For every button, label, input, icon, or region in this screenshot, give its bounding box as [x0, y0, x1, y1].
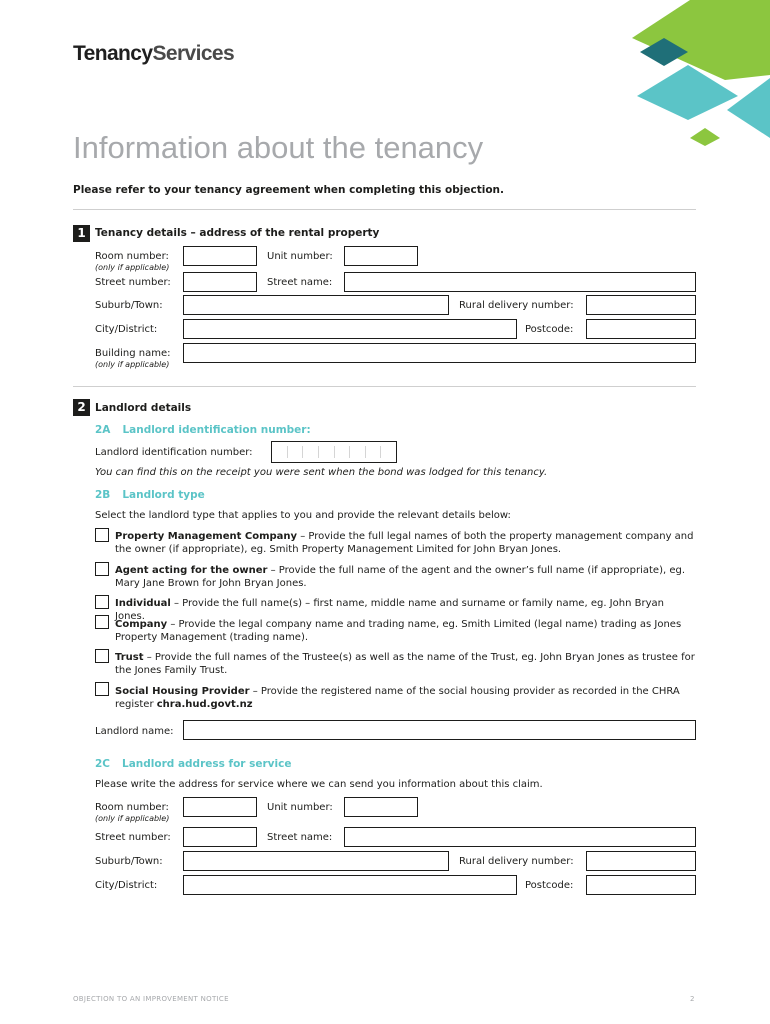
option-trust	[115, 651, 695, 677]
option-text: – Provide the full name of the agent and the owner’s full name (if appropriate), eg. Mary Jane Brown for John Bryan Jones.	[115, 565, 686, 589]
address-intro: Please write the address for service where we can send you information about this claim.	[95, 779, 543, 790]
divider	[73, 209, 696, 210]
option-agent	[115, 564, 695, 590]
landlord-unit-number-label: Unit number:	[267, 802, 333, 813]
landlord-postcode-label: Postcode:	[525, 880, 574, 891]
landlord-id-note: You can find this on the receipt you were sent when the bond was lodged for this tenancy.	[95, 467, 548, 478]
option-text: – Provide the registered name of the social housing provider as recorded in the CHRA register	[115, 686, 680, 710]
option-company	[115, 618, 695, 644]
landlord-unit-number-input[interactable]	[344, 797, 418, 817]
landlord-street-number-label: Street number:	[95, 832, 171, 843]
option-title: Social Housing Provider	[115, 686, 250, 697]
landlord-city-input[interactable]	[183, 875, 517, 895]
checkbox-property-management[interactable]	[95, 528, 109, 542]
option-title: Individual	[115, 598, 171, 609]
option-text: – Provide the legal company name and trading name, eg. Smith Limited (legal name) trading as Jones Property Management (trading name).	[115, 619, 682, 643]
page-title: Information about the tenancy	[73, 130, 484, 165]
landlord-id-input[interactable]	[271, 441, 397, 463]
building-name-label: Building name:	[95, 348, 171, 359]
intro-text: Please refer to your tenancy agreement when completing this objection.	[73, 184, 505, 196]
street-name-input[interactable]	[344, 272, 696, 292]
room-number-input[interactable]	[183, 246, 257, 266]
landlord-city-label: City/District:	[95, 880, 158, 891]
checkbox-individual[interactable]	[95, 595, 109, 609]
landlord-id-label: Landlord identification number:	[95, 447, 253, 458]
room-number-label: Room number:	[95, 251, 169, 262]
option-text: – Provide the full names of the Trustee(s) as well as the name of the Trust, eg. John Bryan Jones as trustee for the Jones Family Trust.	[115, 652, 695, 676]
rural-delivery-label: Rural delivery number:	[459, 300, 574, 311]
landlord-street-number-input[interactable]	[183, 827, 257, 847]
subsection-2b-text: Landlord type	[122, 489, 205, 501]
checkbox-agent[interactable]	[95, 562, 109, 576]
subsection-2b-title	[95, 489, 205, 501]
section-2-number: 2	[73, 399, 90, 416]
option-title: Company	[115, 619, 168, 630]
landlord-street-name-input[interactable]	[344, 827, 696, 847]
checkbox-social-housing[interactable]	[95, 682, 109, 696]
option-property-management	[115, 530, 695, 556]
checkbox-company[interactable]	[95, 615, 109, 629]
tenancy-services-logo	[73, 42, 234, 66]
landlord-rural-delivery-label: Rural delivery number:	[459, 856, 574, 867]
option-title: Property Management Company	[115, 531, 298, 542]
section-1-heading: Tenancy details – address of the rental property	[95, 227, 380, 239]
section-1-number: 1	[73, 225, 90, 242]
landlord-street-name-label: Street name:	[267, 832, 333, 843]
landlord-room-number-input[interactable]	[183, 797, 257, 817]
subsection-2c-code: 2C	[95, 758, 111, 770]
subsection-2a-title	[95, 424, 311, 436]
option-text: – Provide the full name(s) – first name, middle name and surname or family name, eg. John Bryan Jones.	[115, 598, 664, 622]
footer-title: OBJECTION TO AN IMPROVEMENT NOTICE	[73, 995, 229, 1003]
landlord-name-input[interactable]	[183, 720, 696, 740]
city-label: City/District:	[95, 324, 158, 335]
option-social-housing	[115, 685, 695, 711]
landlord-name-label: Landlord name:	[95, 726, 174, 737]
landlord-postcode-input[interactable]	[586, 875, 696, 895]
option-title: Agent acting for the owner	[115, 565, 268, 576]
landlord-rural-delivery-input[interactable]	[586, 851, 696, 871]
building-name-note: (only if applicable)	[95, 360, 170, 369]
building-name-input[interactable]	[183, 343, 696, 363]
suburb-label: Suburb/Town:	[95, 300, 163, 311]
subsection-2b-code: 2B	[95, 489, 111, 501]
logo-part2: Services	[152, 42, 235, 65]
chra-link[interactable]: chra.hud.govt.nz	[156, 699, 253, 710]
street-number-input[interactable]	[183, 272, 257, 292]
divider	[73, 386, 696, 387]
subsection-2c-title	[95, 758, 291, 770]
postcode-label: Postcode:	[525, 324, 574, 335]
landlord-type-intro: Select the landlord type that applies to you and provide the relevant details below:	[95, 510, 511, 521]
subsection-2a-text: Landlord identification number:	[122, 424, 311, 436]
landlord-suburb-label: Suburb/Town:	[95, 856, 163, 867]
landlord-room-number-note: (only if applicable)	[95, 814, 170, 823]
landlord-room-number-label: Room number:	[95, 802, 169, 813]
city-input[interactable]	[183, 319, 517, 339]
room-number-note: (only if applicable)	[95, 263, 170, 272]
rural-delivery-input[interactable]	[586, 295, 696, 315]
street-name-label: Street name:	[267, 277, 333, 288]
page-number: 2	[690, 995, 695, 1003]
subsection-2c-text: Landlord address for service	[122, 758, 292, 770]
logo-part1: Tenancy	[73, 42, 153, 65]
landlord-suburb-input[interactable]	[183, 851, 449, 871]
street-number-label: Street number:	[95, 277, 171, 288]
postcode-input[interactable]	[586, 319, 696, 339]
unit-number-input[interactable]	[344, 246, 418, 266]
option-text: – Provide the full legal names of both the property management company and the owner (if appropriate), eg. Smith Property Management Limited for John Bryan Jones.	[115, 531, 694, 555]
subsection-2a-code: 2A	[95, 424, 111, 436]
section-2-heading: Landlord details	[95, 402, 192, 414]
option-title: Trust	[115, 652, 144, 663]
checkbox-trust[interactable]	[95, 649, 109, 663]
suburb-input[interactable]	[183, 295, 449, 315]
unit-number-label: Unit number:	[267, 251, 333, 262]
